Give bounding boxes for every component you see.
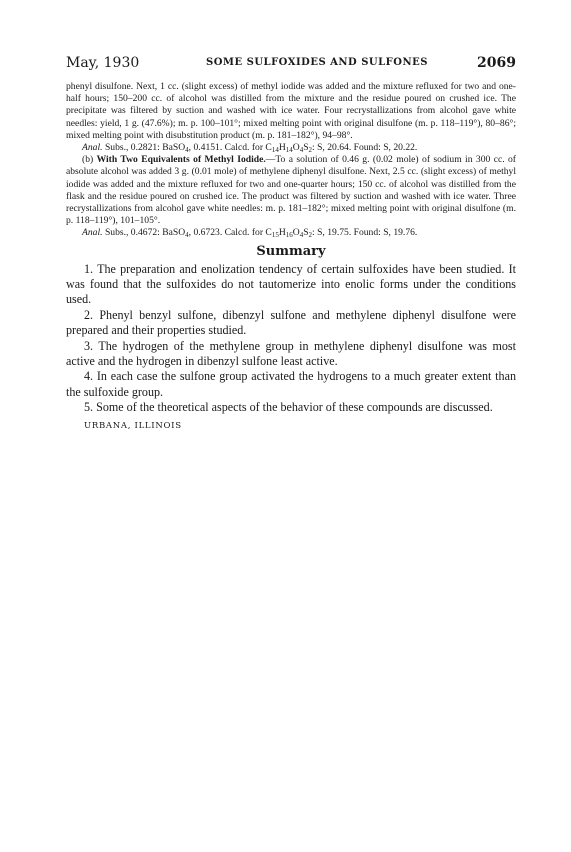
summary-heading: Summary: [256, 243, 326, 259]
anal-label: Anal.: [82, 227, 103, 239]
anal-text: S: [303, 142, 309, 154]
section-b-title: With Two Equivalents of Methyl Iodide.: [96, 154, 266, 166]
experimental-paragraph-a: phenyl disulfone. Next, 1 cc. (slight excess) of methyl iodide was added and the mixture refluxed for two and one-half hours; 150–200 cc. of alcohol was distilled from the mixture and the residue poured on crushed ice. The precipitate was filtered by suction and washed with ice water. Four recrystallizations from alcohol gave white needles: yield, 1 g. (47.6%); m. p. 100–101°; mixed melting point with original disulfone (m. p. 118–119°), 80–86°; mixed melting point with disubstitution product (m. p. 181–182°), 94–98°.: [66, 81, 516, 141]
subscript: 15: [271, 231, 279, 240]
summary-item: 1. The preparation and enolization tendency of certain sulfoxides have been studied. It was found that the sulfoxides do not tautomerize into enolic forms under the conditions used.: [66, 261, 516, 307]
anal-text: S: [303, 227, 309, 239]
anal-text: : S, 19.75. Found: S, 19.76.: [312, 227, 418, 239]
anal-text: Subs., 0.4672: BaSO: [104, 227, 186, 239]
anal-text: , 0.6723. Calcd. for C: [188, 227, 272, 239]
anal-text: , 0.4151. Calcd. for C: [188, 142, 272, 154]
anal-text: Subs., 0.2821: BaSO: [104, 142, 186, 154]
experimental-paragraph-b: [66, 154, 516, 227]
analysis-line-b: [66, 227, 516, 239]
summary-item: 5. Some of the theoretical aspects of the behavior of these compounds are discussed.: [84, 400, 493, 415]
section-prefix: (b): [82, 154, 97, 166]
anal-text: : S, 20.64. Found: S, 20.22.: [312, 142, 418, 154]
subscript: 14: [271, 146, 279, 155]
summary-list: [66, 262, 516, 416]
subscript: 4: [185, 231, 189, 240]
subscript: 2: [308, 231, 313, 240]
anal-text: O: [292, 142, 300, 154]
analysis-line-a: [66, 142, 516, 154]
subscript: 4: [299, 231, 304, 240]
anal-text: O: [292, 227, 300, 239]
subscript: 14: [285, 146, 293, 155]
journal-page: [66, 55, 516, 431]
subscript: 16: [285, 231, 293, 240]
summary-item: 3. The hydrogen of the methylene group in methylene diphenyl disulfone was most active and the hydrogen in dibenzyl sulfone least active.: [66, 338, 516, 369]
subscript: 4: [185, 146, 189, 155]
page-number: 2069: [477, 55, 516, 71]
author-location: URBANA, ILLINOIS: [84, 420, 182, 431]
header-date: May, 1930: [66, 55, 140, 71]
section-b-body: —To a solution of 0.46 g. (0.02 mole) of sodium in 300 cc. of absolute alcohol was added 3 g. (0.01 mole) of methylene diphenyl disulfone. Next, 2.5 cc. (slight excess) of methyl iodide was added and the mixture refluxed for two and one-quarter hours; 150 cc. of alcohol was distilled from the flask and the residue poured on crushed ice. The product was filtered by suction and washed with ice water. Three recrystallizations from alcohol gave white needles: m. p. 181–182°; mixed melting point with original disulfone (m. p. 118–119°), 101–105°.: [66, 154, 516, 227]
anal-text: H: [278, 227, 286, 239]
summary-item: 4. In each case the sulfone group activated the hydrogens to a much greater extent than the sulfoxide group.: [66, 369, 516, 399]
anal-text: H: [278, 142, 286, 154]
summary-item: 2. Phenyl benzyl sulfone, dibenzyl sulfone and methylene diphenyl disulfone were prepared and their properties studied.: [66, 307, 516, 338]
anal-label: Anal.: [82, 142, 103, 154]
running-header: [66, 55, 516, 81]
subscript: 4: [299, 146, 304, 155]
subscript: 2: [308, 146, 313, 155]
header-title: SOME SULFOXIDES AND SULFONES: [206, 57, 428, 68]
